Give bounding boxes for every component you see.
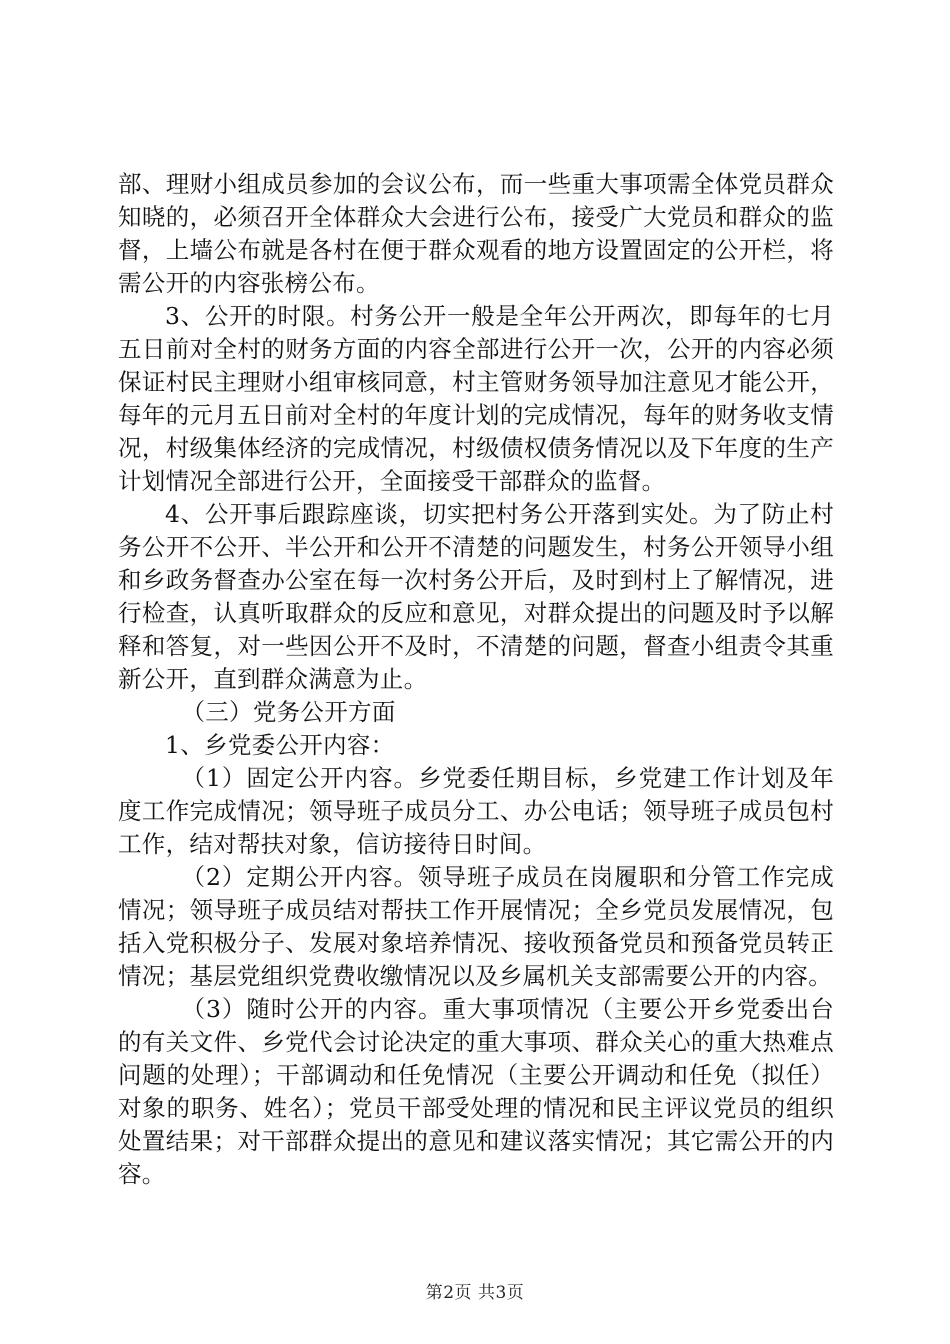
paragraph-continuation: 部、理财小组成员参加的会议公布，而一些重大事项需全体党员群众知晓的，必须召开全体群众大会进行公布，接受广大党员和群众的监督，上墙公布就是各村在便于群众观看的地方设置固定的公开栏，将需公开的内容张榜公布。 (118, 170, 834, 297)
paragraph-periodic-content: （2）定期公开内容。领导班子成员在岗履职和分管工作完成情况；领导班子成员结对帮扶工作开展情况；全乡党员发展情况，包括入党积极分子、发展对象培养情况、接收预备党员和预备党员转正情况；基层党组织党费收缴情况以及乡属机关支部需要公开的内容。 (118, 863, 834, 990)
document-body (118, 168, 834, 1191)
subheading-party-committee: 1、乡党委公开内容： (165, 731, 395, 759)
paragraph-follow-up: 4、公开事后跟踪座谈，切实把村务公开落到实处。为了防止村务公开不公开、半公开和公开不清楚的问题发生，村务公开领导小组和乡政务督查办公室在每一次村务公开后，及时到村上了解情况，进行检查，认真听取群众的反应和意见，对群众提出的问题及时予以解释和答复，对一些因公开不及时，不清楚的问题，督查小组责令其重新公开，直到群众满意为止。 (118, 500, 834, 693)
page-footer: 第2页 共3页 (425, 1283, 525, 1303)
paragraph-fixed-content: （1）固定公开内容。乡党委任期目标，乡党建工作计划及年度工作完成情况；领导班子成员分工、办公电话；领导班子成员包村工作，结对帮扶对象，信访接待日时间。 (118, 764, 834, 858)
section-heading-party-affairs: （三）党务公开方面 (181, 698, 396, 726)
paragraph-disclosure-timing: 3、公开的时限。村务公开一般是全年公开两次，即每年的七月五日前对全村的财务方面的内容全部进行公开一次，公开的内容必须保证村民主理财小组审核同意，村主管财务领导加注意见才能公开，每年的元月五日前对全村的年度计划的完成情况，每年的财务收支情况，村级集体经济的完成情况，村级债权债务情况以及下年度的生产计划情况全部进行公开，全面接受干部群众的监督。 (118, 302, 834, 495)
paragraph-ad-hoc-content: （3）随时公开的内容。重大事项情况（主要公开乡党委出台的有关文件、乡党代会讨论决定的重大事项、群众关心的重大热难点问题的处理）；干部调动和任免情况（主要公开调动和任免（拟任）对象的职务、姓名）；党员干部受处理的情况和民主评议党员的组织处置结果；对干部群众提出的意见和建议落实情况；其它需公开的内容。 (118, 995, 834, 1188)
